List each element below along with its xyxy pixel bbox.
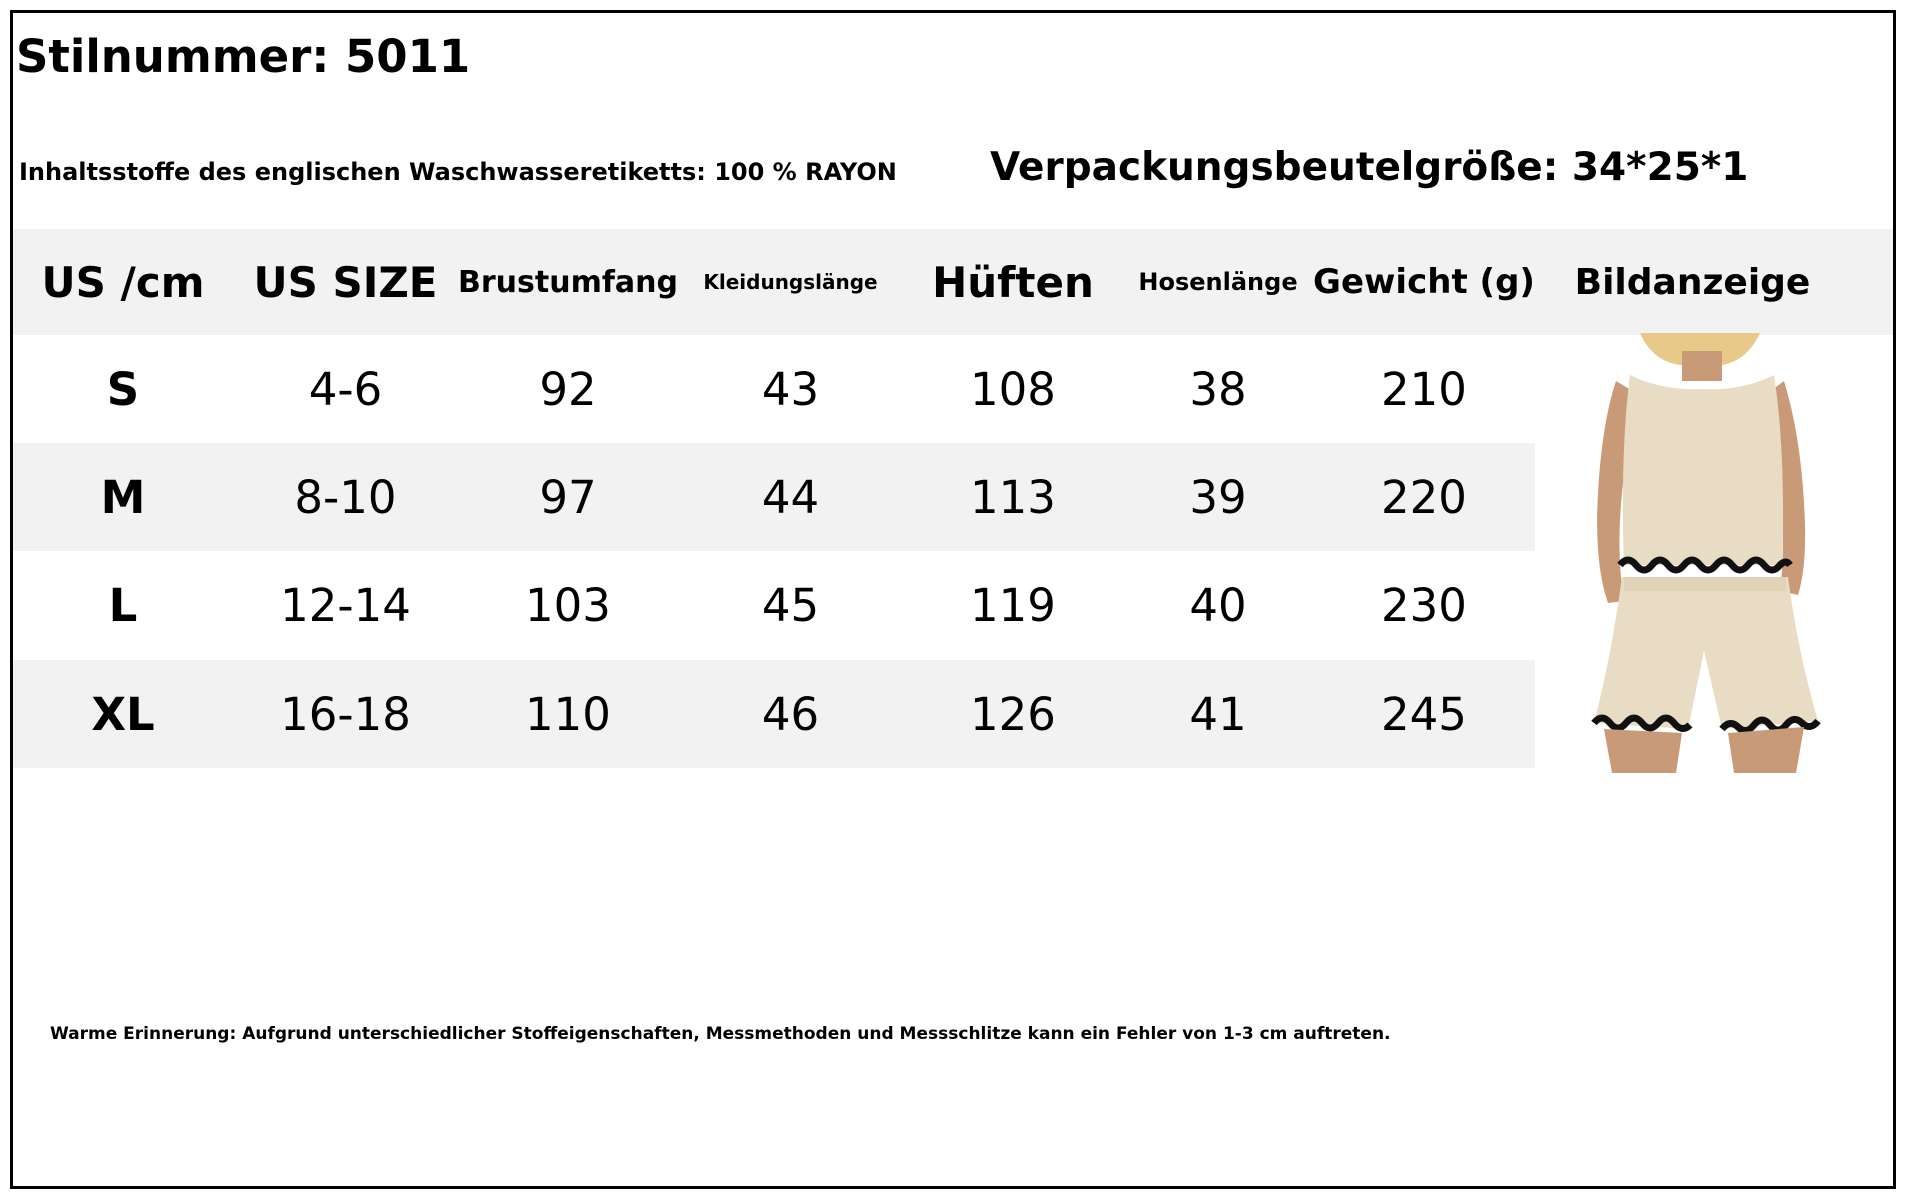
- kleidungslaenge-cell: 44: [761, 470, 820, 524]
- size-cell: XL: [91, 687, 155, 741]
- size-cell: M: [100, 470, 146, 524]
- brustumfang-cell: 92: [539, 362, 597, 416]
- bag-size-info: Verpackungsbeutelgröße: 34*25*1: [990, 145, 1749, 190]
- size-cell: S: [106, 362, 140, 416]
- size-cell: L: [108, 578, 138, 632]
- hueften-cell: 108: [970, 362, 1056, 416]
- hosenlaenge-cell: 38: [1189, 362, 1247, 416]
- brustumfang-cell: 103: [525, 578, 611, 632]
- brustumfang-cell: 110: [525, 687, 611, 741]
- gewicht-cell: 210: [1381, 362, 1467, 416]
- kleidungslaenge-cell: 46: [761, 687, 820, 741]
- us-size-cell: 16-18: [280, 687, 411, 741]
- us-size-cell: 8-10: [294, 470, 397, 524]
- header-hueften: Hüften: [932, 257, 1094, 307]
- style-number: Stilnummer: 5011: [16, 30, 471, 83]
- brustumfang-cell: 97: [539, 470, 597, 524]
- hosenlaenge-cell: 40: [1189, 578, 1247, 632]
- table-row: [13, 443, 1535, 551]
- header-bildanzeige: Bildanzeige: [1574, 261, 1811, 303]
- us-size-cell: 4-6: [308, 362, 383, 416]
- kleidungslaenge-cell: 43: [761, 362, 820, 416]
- hueften-cell: 126: [970, 687, 1056, 741]
- kleidungslaenge-cell: 45: [761, 578, 820, 632]
- header-brustumfang: Brustumfang: [458, 264, 678, 300]
- hueften-cell: 113: [970, 470, 1056, 524]
- warm-reminder-note: Warme Erinnerung: Aufgrund unterschiedlicher Stoffeigenschaften, Messmethoden und Messschlitze kann ein Fehler von 1-3 cm auftreten.: [50, 1024, 1391, 1044]
- table-row: [13, 660, 1535, 768]
- product-image: [1572, 333, 1842, 773]
- gewicht-cell: 245: [1381, 687, 1467, 741]
- hosenlaenge-cell: 39: [1189, 470, 1247, 524]
- wash-label-info: Inhaltsstoffe des englischen Waschwasseretiketts: 100 % RAYON: [19, 158, 897, 186]
- table-row: [13, 551, 1535, 659]
- header-gewicht: Gewicht (g): [1313, 262, 1535, 302]
- us-size-cell: 12-14: [280, 578, 411, 632]
- hueften-cell: 119: [970, 578, 1056, 632]
- header-us-size: US SIZE: [253, 257, 438, 307]
- gewicht-cell: 230: [1381, 578, 1467, 632]
- header-hosenlaenge: Hosenlänge: [1138, 268, 1298, 296]
- header-us-cm: US /cm: [41, 257, 205, 307]
- table-row: [13, 335, 1535, 443]
- header-kleidungslaenge: Kleidungslänge: [703, 270, 878, 294]
- gewicht-cell: 220: [1381, 470, 1467, 524]
- hosenlaenge-cell: 41: [1189, 687, 1247, 741]
